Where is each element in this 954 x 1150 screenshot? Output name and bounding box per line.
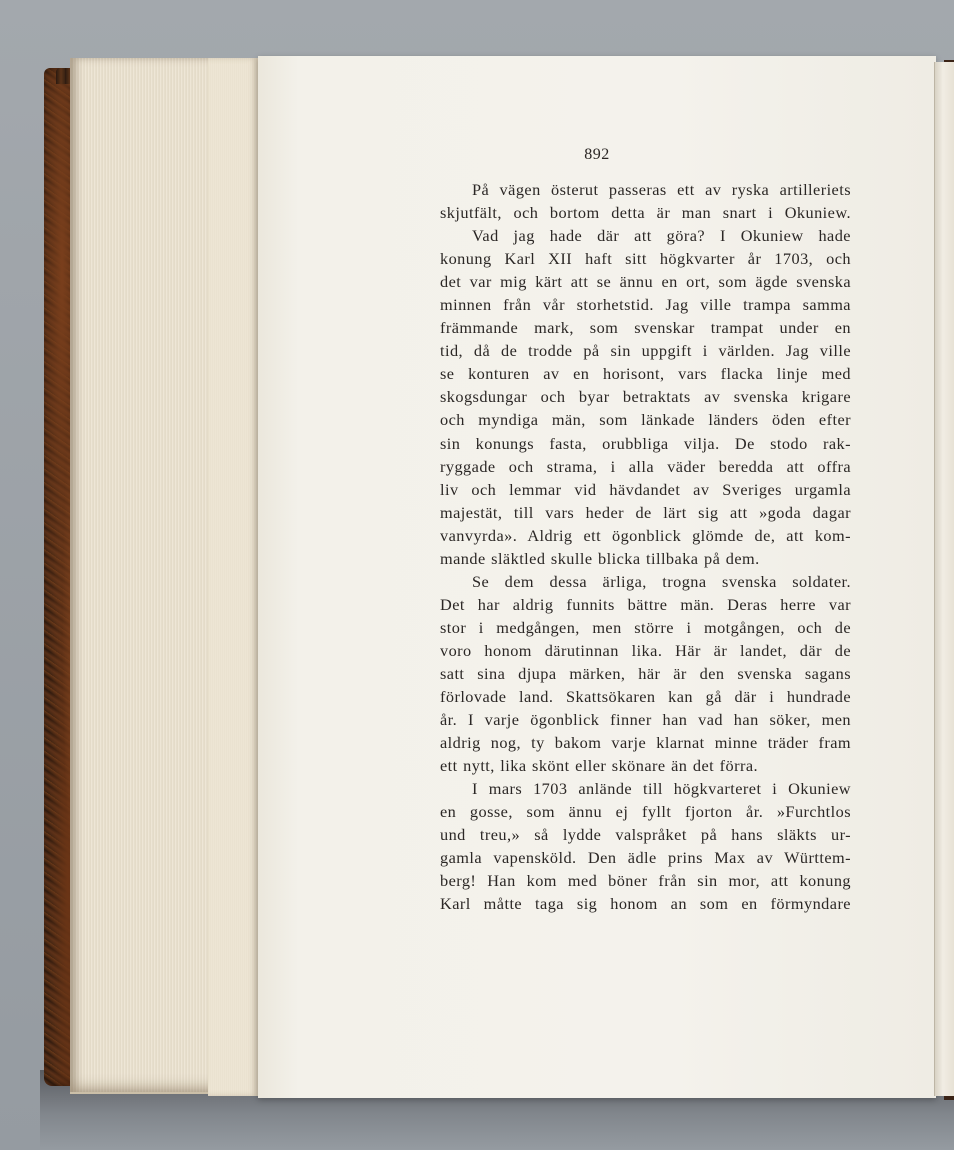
text-line: I mars 1703 anlände till högkvarteret i Okuniew [472, 779, 851, 799]
text-line: konung Karl XII haft sitt högkvarter år 1703, och [440, 249, 851, 269]
text-line: sin konungs fasta, orubbliga vilja. De stodo rak- [440, 433, 851, 453]
text-line: se konturen av en horisont, vars flacka linje med [440, 364, 851, 384]
text-line: aldrig nog, ty bakom varje klarnat minne träder fram [440, 733, 851, 753]
page-number: 892 [584, 146, 610, 163]
text-line: minnen från vår storhetstid. Jag ville trampa samma [440, 295, 851, 315]
text-line: Karl måtte taga sig honom an som en förmyndare [440, 894, 851, 914]
text-line: Vad jag hade där att göra? I Okuniew hade [472, 226, 851, 246]
next-page-edge [934, 62, 954, 1096]
text-line: det var mig kärt att se ännu en ort, som ägde svenska [440, 272, 851, 292]
text-line: voro honom därutinnan lika. Här är landet, där de [440, 640, 851, 660]
text-line: mande släktled skulle blicka tillbaka på dem. [440, 548, 760, 568]
text-line: och myndiga män, som länkade länders öden efter [440, 410, 851, 430]
text-line: skogsdungar och byar betraktats av svenska krigare [440, 387, 851, 407]
page-body-text [440, 178, 851, 916]
text-line: ryggade och strama, i alla väder beredda att offra [440, 456, 851, 476]
text-line: berg! Han kom med böner från sin mor, att konung [440, 871, 851, 891]
text-line: Se dem dessa ärliga, trogna svenska soldater. [472, 571, 851, 591]
text-line: ett nytt, lika skönt eller skönare än det förra. [440, 756, 759, 776]
text-line: gamla vapensköld. Den ädle prins Max av Württem- [440, 848, 851, 868]
text-line: liv och lemmar vid hävdandet av Sveriges urgamla [440, 479, 851, 499]
text-line: Det har aldrig funnits bättre män. Deras herre var [440, 594, 851, 614]
text-line: år. I varje ögonblick finner han vad han söker, men [440, 710, 851, 730]
text-line: satt sina djupa märken, här är den svenska sagans [440, 663, 851, 683]
text-line: främmande mark, som svenskar trampat under en [440, 318, 851, 338]
text-line: skjutfält, och bortom detta är man snart i Okuniew. [440, 203, 851, 223]
text-line: tid, då de trodde på sin uppgift i världen. Jag ville [440, 341, 851, 361]
text-line: förlovade land. Skattsökaren kan gå där i hundrade [440, 687, 851, 707]
text-line: vanvyrda». Aldrig ett ögonblick glömde de, att kom- [440, 525, 851, 545]
text-line: en gosse, som ännu ej fyllt fjorton år. »Furchtlos [440, 802, 851, 822]
text-line: majestät, till vars heder de lärt sig att »goda dagar [440, 502, 851, 522]
text-line: und treu,» så lydde valspråket på hans släkts ur- [440, 825, 851, 845]
text-line: På vägen österut passeras ett av ryska artilleriets [472, 180, 851, 199]
page-edges-inner [208, 58, 258, 1096]
text-line: stor i medgången, men större i motgången, och de [440, 617, 851, 637]
